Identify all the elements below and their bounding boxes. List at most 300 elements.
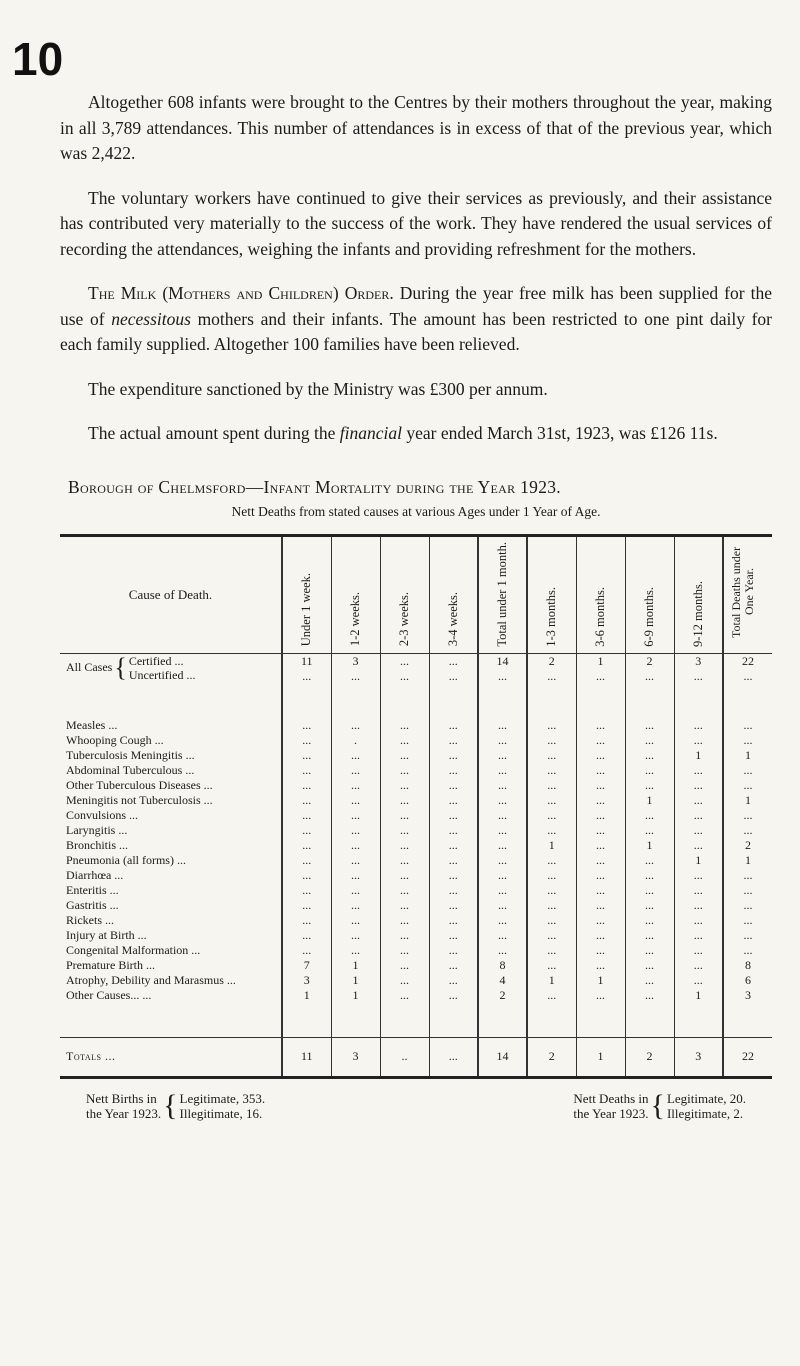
cause-label: Abdominal Tuberculous ...: [66, 762, 195, 777]
table-cell: ...: [576, 988, 625, 1003]
table-row: [60, 718, 772, 733]
table-cell: ...: [527, 808, 576, 823]
table-cell: ...: [282, 883, 331, 898]
table-cell: ...: [625, 823, 674, 838]
table-cell: ...: [674, 763, 723, 778]
table-cell: ...: [723, 898, 772, 913]
table-cell: ...: [723, 718, 772, 733]
table-cell: ...: [331, 868, 380, 883]
table-cell: ...: [380, 898, 429, 913]
table-cell: ...: [429, 838, 478, 853]
table-cell: .: [331, 733, 380, 748]
table-cell: ...: [576, 748, 625, 763]
table-cell: ...: [576, 718, 625, 733]
table-cell: ...: [625, 718, 674, 733]
table-cell: 2: [527, 653, 576, 669]
table-cell: ...: [576, 943, 625, 958]
all-cases-label: [60, 653, 282, 684]
table-cell: 2: [478, 988, 527, 1003]
table-cell: ...: [478, 928, 527, 943]
table-cell: ...: [674, 823, 723, 838]
brace-icon: {: [163, 1088, 178, 1122]
table-row: [60, 868, 772, 883]
table-cell: ...: [527, 748, 576, 763]
totals-row: [60, 1037, 772, 1077]
table-cell: ...: [723, 669, 772, 684]
table-cell: ...: [674, 973, 723, 988]
cause-label: Rickets ...: [66, 912, 114, 927]
table-cell: ...: [625, 748, 674, 763]
table-cell: ...: [429, 868, 478, 883]
table-cell: ...: [478, 733, 527, 748]
col-header: 1-3 months.: [527, 535, 576, 653]
table-row: [60, 883, 772, 898]
table-row: [60, 793, 772, 808]
table-cell: ...: [478, 748, 527, 763]
table-cell: ...: [380, 718, 429, 733]
paragraph-expenditure: The expenditure sanctioned by the Ministry was £300 per annum.: [88, 378, 548, 399]
table-cell: ...: [282, 913, 331, 928]
milk-order-lead: The Milk (Mothers and Children) Order.: [88, 283, 394, 303]
table-cell: ...: [576, 733, 625, 748]
deaths-left-line: Nett Deaths in: [573, 1090, 649, 1106]
table-cell: ...: [625, 898, 674, 913]
table-row: [60, 973, 772, 988]
footer-summary: [60, 1088, 772, 1122]
table-cell: ...: [331, 778, 380, 793]
table-row: [60, 808, 772, 823]
table-cell: ...: [331, 763, 380, 778]
table-cell: ...: [380, 973, 429, 988]
table-cell: ...: [674, 913, 723, 928]
table-cell: 3: [674, 653, 723, 669]
table-cell: ...: [331, 943, 380, 958]
table-cell: ...: [429, 763, 478, 778]
cause-label: Injury at Birth ...: [66, 927, 147, 942]
table-cell: ...: [331, 718, 380, 733]
brace-icon: {: [650, 1088, 665, 1122]
table-cell: ...: [527, 943, 576, 958]
table-cell: ...: [282, 898, 331, 913]
table-cell: 8: [723, 958, 772, 973]
table-cell: ...: [723, 928, 772, 943]
table-cell: ...: [625, 988, 674, 1003]
col-header: 9-12 months.: [674, 535, 723, 653]
table-cell: ...: [380, 778, 429, 793]
table-cell: ...: [429, 913, 478, 928]
table-cell: 3: [723, 988, 772, 1003]
table-cell: ...: [625, 778, 674, 793]
table-cell: ...: [723, 868, 772, 883]
table-cell: ...: [478, 838, 527, 853]
table-cell: 1: [723, 853, 772, 868]
table-row: [60, 958, 772, 973]
births-illegitimate: Illegitimate, 16.: [179, 1105, 263, 1121]
table-cell: 1: [674, 853, 723, 868]
table-cell: ...: [723, 823, 772, 838]
table-cell: ...: [331, 928, 380, 943]
cause-label: Atrophy, Debility and Marasmus ...: [66, 972, 236, 987]
cause-label: Tuberculosis Meningitis ...: [66, 747, 195, 762]
cause-label: Gastritis ...: [66, 897, 119, 912]
table-cell: ...: [478, 823, 527, 838]
cause-label: Other Causes... ...: [66, 987, 152, 1002]
table-row: [60, 913, 772, 928]
table-cell: 1: [576, 653, 625, 669]
table-cell: ...: [674, 778, 723, 793]
table-heading: Borough of Chelmsford—Infant Mortality during the Year 1923.: [68, 476, 561, 497]
table-cell: ...: [331, 669, 380, 684]
table-cell: 3: [331, 653, 380, 669]
table-cell: ...: [380, 823, 429, 838]
table-cell: ...: [331, 808, 380, 823]
table-cell: ...: [527, 958, 576, 973]
col-header: Under 1 week.: [282, 535, 331, 653]
actual-amount-after: year ended March 31st, 1923, was £126 11s.: [401, 423, 718, 443]
cause-label: Diarrhœa ...: [66, 867, 124, 882]
paragraph-voluntary-workers: The voluntary workers have continued to give their services as previously, and their assistance has contributed very materially to the success of the work. They have rendered the usual services of recording the attendances, weighing the infants and providing refreshment for the mothers.: [60, 187, 772, 259]
table-cell: ...: [429, 808, 478, 823]
table-cell: ...: [576, 763, 625, 778]
table-cell: 2: [527, 1037, 576, 1077]
spacer-row: [60, 684, 772, 718]
table-cell: 7: [282, 958, 331, 973]
table-cell: ...: [282, 718, 331, 733]
cause-label: Pneumonia (all forms) ...: [66, 852, 186, 867]
table-cell: ...: [527, 669, 576, 684]
table-cell: ...: [282, 793, 331, 808]
table-cell: ...: [723, 778, 772, 793]
table-cell: ...: [576, 868, 625, 883]
table-cell: ...: [625, 733, 674, 748]
table-cell: ...: [282, 748, 331, 763]
table-cell: 1: [723, 793, 772, 808]
table-cell: 22: [723, 1037, 772, 1077]
paragraph-milk-order: [60, 281, 772, 358]
table-cell: ...: [380, 669, 429, 684]
table-cell: ...: [331, 898, 380, 913]
table-row: [60, 943, 772, 958]
table-cell: ...: [625, 808, 674, 823]
table-cell: ...: [331, 883, 380, 898]
table-cell: ...: [527, 928, 576, 943]
table-cell: ...: [723, 913, 772, 928]
infant-mortality-table: [60, 534, 772, 1079]
table-cell: ...: [723, 808, 772, 823]
table-cell: ...: [380, 928, 429, 943]
table-body: [60, 653, 772, 1077]
table-cell: 1: [625, 793, 674, 808]
table-cell: ...: [576, 913, 625, 928]
table-cell: ...: [429, 1037, 478, 1077]
table-cell: 3: [674, 1037, 723, 1077]
table-cell: ...: [576, 838, 625, 853]
nett-deaths: [573, 1088, 746, 1122]
table-cell: ...: [674, 868, 723, 883]
table-cell: ...: [527, 823, 576, 838]
table-cell: 1: [527, 838, 576, 853]
table-cell: ...: [478, 718, 527, 733]
table-cell: ...: [282, 763, 331, 778]
cause-header: Cause of Death.: [128, 586, 213, 602]
table-cell: ...: [478, 669, 527, 684]
col-header: 1-2 weeks.: [331, 535, 380, 653]
table-cell: 1: [576, 1037, 625, 1077]
table-cell: ...: [478, 913, 527, 928]
table-cell: 1: [674, 988, 723, 1003]
table-cell: ...: [429, 853, 478, 868]
table-cell: ...: [282, 778, 331, 793]
table-cell: 8: [478, 958, 527, 973]
cause-label: Laryngitis ...: [66, 822, 128, 837]
table-cell: 1: [674, 748, 723, 763]
table-cell: ...: [429, 943, 478, 958]
table-cell: ...: [625, 883, 674, 898]
table-cell: ...: [380, 838, 429, 853]
deaths-illegitimate: Illegitimate, 2.: [666, 1105, 744, 1121]
table-cell: 1: [625, 838, 674, 853]
table-cell: 2: [625, 653, 674, 669]
paragraph-actual-amount: [60, 421, 772, 447]
table-cell: ...: [380, 853, 429, 868]
table-cell: ...: [625, 958, 674, 973]
table-cell: ...: [282, 943, 331, 958]
cause-label: Meningitis not Tuberculosis ...: [66, 792, 213, 807]
table-cell: ...: [429, 823, 478, 838]
table-cell: ...: [674, 943, 723, 958]
table-row: [60, 988, 772, 1003]
table-row: [60, 763, 772, 778]
table-row: [60, 898, 772, 913]
table-cell: ...: [527, 718, 576, 733]
table-cell: ...: [576, 823, 625, 838]
table-cell: ...: [380, 943, 429, 958]
table-cell: ...: [331, 793, 380, 808]
table-cell: ...: [576, 898, 625, 913]
table-cell: ...: [331, 748, 380, 763]
births-left-line: Nett Births in: [86, 1090, 157, 1106]
table-cell: ...: [429, 748, 478, 763]
table-cell: ...: [576, 853, 625, 868]
table-cell: 1: [723, 748, 772, 763]
col-header: 2-3 weeks.: [380, 535, 429, 653]
table-cell: ...: [527, 913, 576, 928]
table-cell: ...: [331, 853, 380, 868]
table-cell: ...: [625, 763, 674, 778]
table-cell: ...: [429, 898, 478, 913]
col-header: 3-6 months.: [576, 535, 625, 653]
table-cell: ...: [674, 883, 723, 898]
col-header: 3-4 weeks.: [429, 535, 478, 653]
table-cell: ...: [576, 793, 625, 808]
actual-amount-italic: financial: [339, 423, 402, 443]
table-cell: ...: [527, 853, 576, 868]
table-cell: ...: [380, 763, 429, 778]
table-cell: ...: [527, 883, 576, 898]
table-cell: ...: [282, 733, 331, 748]
table-cell: 1: [527, 973, 576, 988]
table-cell: 4: [478, 973, 527, 988]
table-subheading: Nett Deaths from stated causes at various Ages under 1 Year of Age.: [231, 503, 601, 519]
table-cell: ...: [674, 669, 723, 684]
table-cell: 14: [478, 653, 527, 669]
table-cell: ...: [380, 748, 429, 763]
table-cell: ...: [429, 973, 478, 988]
table-cell: ...: [380, 793, 429, 808]
col-header: 6-9 months.: [625, 535, 674, 653]
table-cell: 1: [331, 988, 380, 1003]
cause-label: Whooping Cough ...: [66, 732, 164, 747]
table-cell: ...: [282, 808, 331, 823]
births-left-line: the Year 1923.: [86, 1105, 162, 1121]
all-cases-row: [60, 653, 772, 669]
table-cell: ...: [625, 943, 674, 958]
cause-label: Convulsions ...: [66, 807, 139, 822]
table-cell: ...: [282, 853, 331, 868]
table-cell: ...: [380, 883, 429, 898]
table-cell: ...: [282, 838, 331, 853]
cause-label: Measles ...: [66, 717, 118, 732]
table-cell: ...: [429, 669, 478, 684]
table-cell: ...: [674, 928, 723, 943]
table-cell: 6: [723, 973, 772, 988]
table-cell: ...: [282, 823, 331, 838]
nett-births: [86, 1088, 266, 1122]
table-cell: ...: [674, 898, 723, 913]
table-cell: ...: [429, 733, 478, 748]
cause-label: Bronchitis ...: [66, 837, 128, 852]
table-cell: 14: [478, 1037, 527, 1077]
cause-label: Premature Birth ...: [66, 957, 155, 972]
table-cell: ...: [527, 793, 576, 808]
table-cell: ...: [478, 883, 527, 898]
table-cell: ...: [331, 823, 380, 838]
table-cell: ...: [429, 883, 478, 898]
deaths-legitimate: Legitimate, 20.: [666, 1090, 746, 1106]
table-cell: ...: [723, 883, 772, 898]
milk-order-italic: necessitous: [111, 308, 191, 329]
table-row: [60, 853, 772, 868]
actual-amount-before: The actual amount spent during the: [88, 423, 340, 443]
table-cell: ...: [478, 763, 527, 778]
table-cell: ...: [527, 898, 576, 913]
certified-label: Certified ...: [128, 653, 184, 668]
table-cell: 2: [723, 838, 772, 853]
totals-label: Totals ...: [60, 1037, 282, 1077]
table-cell: ...: [674, 838, 723, 853]
paragraph-attendances: Altogether 608 infants were brought to the Centres by their mothers throughout the year, making in all 3,789 attendances. This number of attendances is in excess of that of the previous year, which was 2,422.: [60, 92, 772, 163]
table-cell: ...: [478, 808, 527, 823]
milk-order-before: During the year free milk has been supplied for the use of: [60, 283, 772, 329]
table-cell: ...: [527, 868, 576, 883]
table-cell: ...: [625, 853, 674, 868]
table-cell: ...: [331, 838, 380, 853]
table-cell: 3: [282, 973, 331, 988]
table-cell: ...: [576, 883, 625, 898]
table-row: [60, 778, 772, 793]
table-cell: ...: [674, 718, 723, 733]
table-cell: ...: [625, 928, 674, 943]
table-cell: 11: [282, 1037, 331, 1077]
spacer-row: [60, 1003, 772, 1038]
table-row: [60, 733, 772, 748]
table-cell: ...: [625, 913, 674, 928]
table-cell: 1: [331, 973, 380, 988]
table-cell: ...: [478, 793, 527, 808]
table-cell: 1: [331, 958, 380, 973]
table-cell: ...: [478, 853, 527, 868]
table-cell: ...: [282, 928, 331, 943]
table-cell: ...: [723, 763, 772, 778]
cause-label: Other Tuberculous Diseases ...: [66, 777, 213, 792]
table-cell: 11: [282, 653, 331, 669]
table-cell: ...: [380, 913, 429, 928]
table-cell: ...: [527, 763, 576, 778]
table-cell: ...: [478, 778, 527, 793]
table-cell: ...: [429, 958, 478, 973]
table-cell: ...: [429, 653, 478, 669]
table-cell: ...: [429, 988, 478, 1003]
table-cell: ...: [674, 793, 723, 808]
uncertified-label: Uncertified ...: [128, 667, 196, 682]
table-cell: ...: [380, 808, 429, 823]
table-cell: ...: [380, 733, 429, 748]
page-number: 10: [12, 33, 64, 85]
table-header-row: [60, 535, 772, 653]
table-cell: ...: [478, 943, 527, 958]
table-cell: ...: [625, 973, 674, 988]
table-cell: ...: [723, 943, 772, 958]
table-cell: ..: [380, 1037, 429, 1077]
col-header: Total Deaths under One Year.: [723, 535, 772, 653]
table-cell: ...: [429, 793, 478, 808]
table-cell: ...: [380, 958, 429, 973]
table-cell: ...: [429, 928, 478, 943]
table-cell: 3: [331, 1037, 380, 1077]
table-cell: ...: [625, 669, 674, 684]
deaths-left-line: the Year 1923.: [573, 1105, 649, 1121]
cause-label: Enteritis ...: [66, 882, 119, 897]
table-cell: ...: [478, 898, 527, 913]
col-header: Total under 1 month.: [478, 535, 527, 653]
cause-label: Congenital Malformation ...: [66, 942, 201, 957]
brace-icon: {: [114, 653, 127, 682]
table-row: [60, 823, 772, 838]
table-cell: ...: [527, 988, 576, 1003]
table-row: [60, 838, 772, 853]
births-legitimate: Legitimate, 353.: [179, 1090, 266, 1106]
table-cell: ...: [576, 808, 625, 823]
table-row: [60, 928, 772, 943]
table-cell: 1: [282, 988, 331, 1003]
table-cell: ...: [331, 913, 380, 928]
table-cell: ...: [576, 958, 625, 973]
table-cell: ...: [674, 808, 723, 823]
milk-order-after: mothers and their infants. The amount has been restricted to one pint daily for each family supplied. Altogether 100 families have been relieved.: [60, 308, 773, 354]
table-cell: ...: [282, 669, 331, 684]
table-cell: ...: [576, 928, 625, 943]
all-cases-text: All Cases: [66, 660, 113, 674]
table-cell: ...: [674, 733, 723, 748]
page-content: [60, 90, 772, 1121]
table-cell: ...: [674, 958, 723, 973]
table-cell: ...: [527, 733, 576, 748]
table-cell: ...: [429, 778, 478, 793]
table-row: [60, 748, 772, 763]
table-cell: ...: [429, 718, 478, 733]
table-cell: ...: [625, 868, 674, 883]
table-cell: ...: [576, 669, 625, 684]
